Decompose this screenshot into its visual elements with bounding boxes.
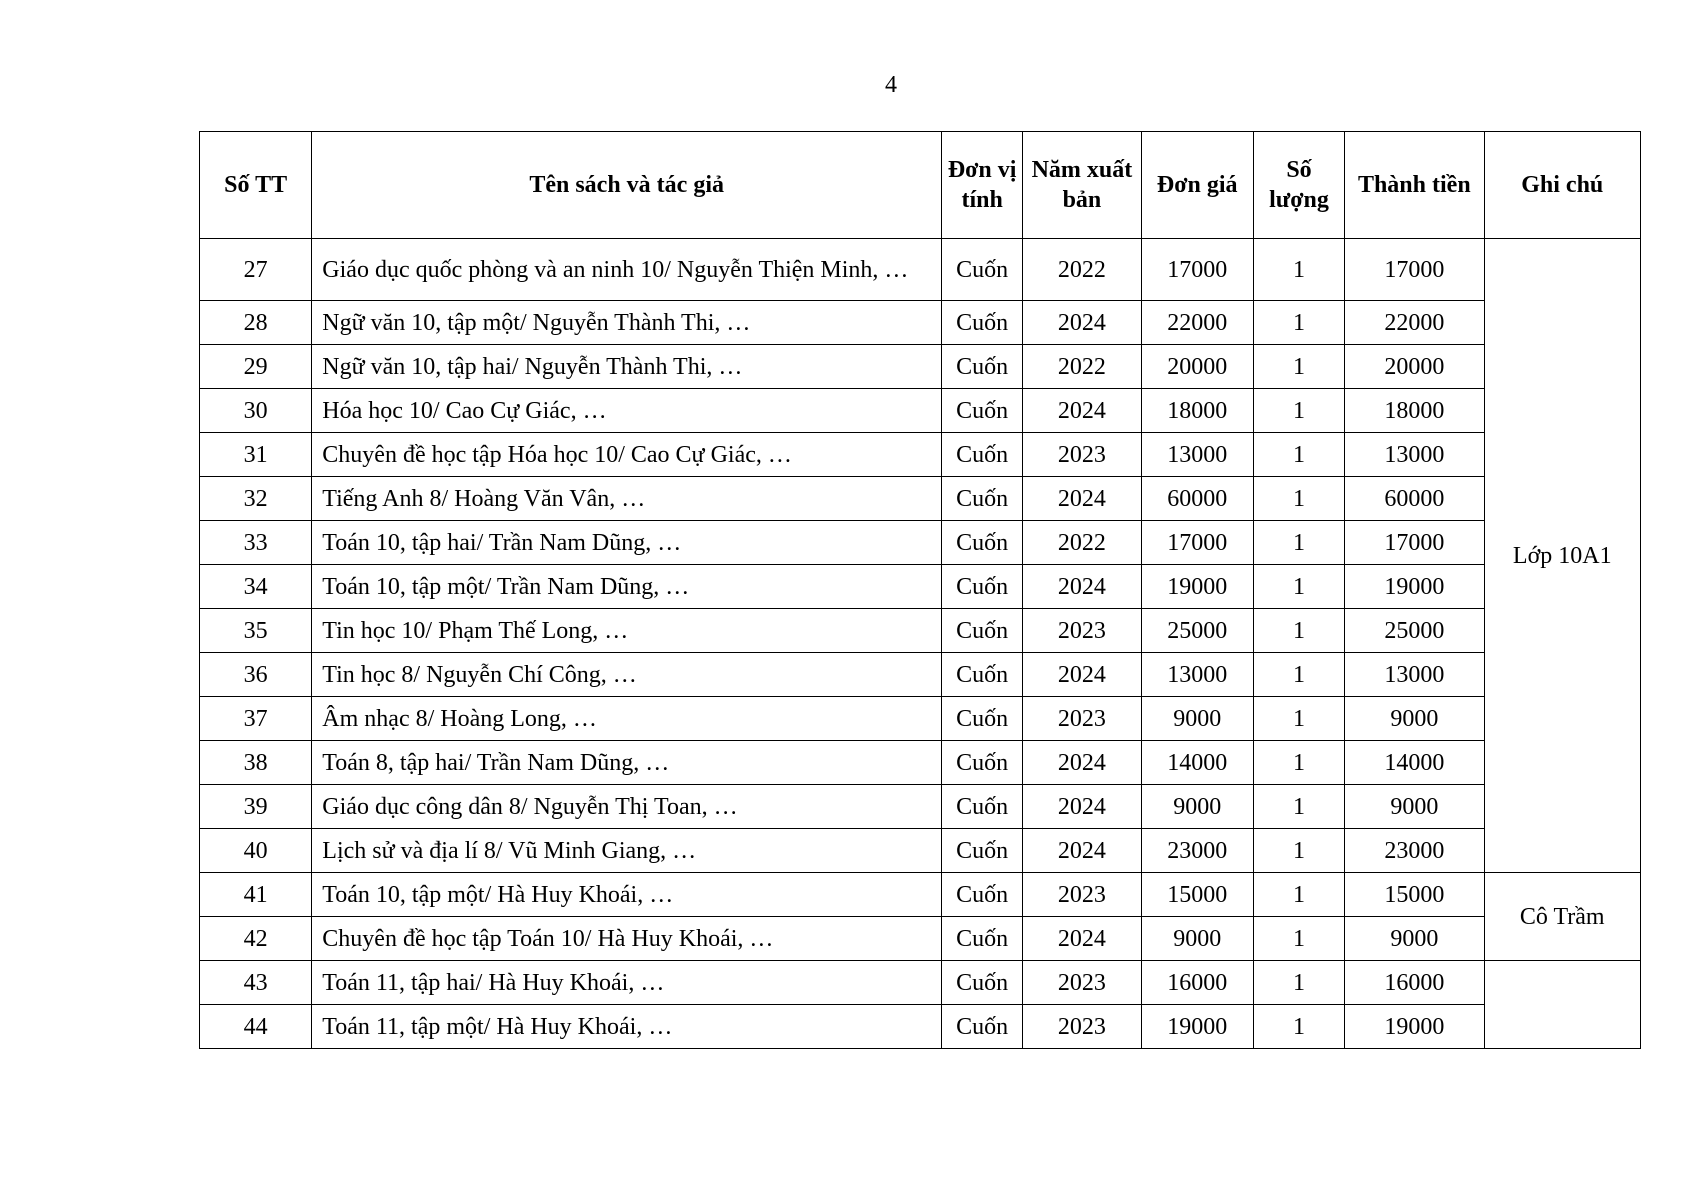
table-row [200, 239, 1641, 301]
book-list-table [199, 131, 1641, 1049]
table-row [200, 565, 1641, 609]
cell-stt: 39 [200, 785, 312, 829]
cell-total: 19000 [1345, 565, 1484, 609]
cell-qty: 1 [1253, 609, 1344, 653]
table-header-row [200, 132, 1641, 239]
cell-price: 14000 [1141, 741, 1253, 785]
cell-unit: Cuốn [942, 653, 1023, 697]
cell-qty: 1 [1253, 697, 1344, 741]
cell-unit: Cuốn [942, 565, 1023, 609]
cell-unit: Cuốn [942, 389, 1023, 433]
table-row [200, 301, 1641, 345]
table-row [200, 873, 1641, 917]
cell-qty: 1 [1253, 917, 1344, 961]
cell-stt: 37 [200, 697, 312, 741]
cell-year: 2023 [1023, 697, 1141, 741]
cell-qty: 1 [1253, 565, 1344, 609]
cell-unit: Cuốn [942, 433, 1023, 477]
cell-stt: 36 [200, 653, 312, 697]
cell-year: 2023 [1023, 1005, 1141, 1049]
cell-qty: 1 [1253, 389, 1344, 433]
cell-title: Tiếng Anh 8/ Hoàng Văn Vân, … [312, 477, 942, 521]
cell-price: 19000 [1141, 565, 1253, 609]
cell-stt: 41 [200, 873, 312, 917]
cell-total: 15000 [1345, 873, 1484, 917]
cell-qty: 1 [1253, 961, 1344, 1005]
cell-qty: 1 [1253, 433, 1344, 477]
cell-stt: 34 [200, 565, 312, 609]
cell-year: 2023 [1023, 609, 1141, 653]
cell-year: 2024 [1023, 389, 1141, 433]
cell-stt: 32 [200, 477, 312, 521]
cell-note: Lớp 10A1 [1484, 239, 1641, 873]
cell-qty: 1 [1253, 873, 1344, 917]
cell-price: 22000 [1141, 301, 1253, 345]
cell-unit: Cuốn [942, 239, 1023, 301]
header-qty: Số lượng [1253, 132, 1344, 239]
cell-note [1484, 961, 1641, 1049]
cell-unit: Cuốn [942, 345, 1023, 389]
table-body [200, 239, 1641, 1049]
cell-qty: 1 [1253, 785, 1344, 829]
cell-title: Tin học 10/ Phạm Thế Long, … [312, 609, 942, 653]
cell-total: 17000 [1345, 239, 1484, 301]
cell-qty: 1 [1253, 1005, 1344, 1049]
header-total: Thành tiền [1345, 132, 1484, 239]
cell-qty: 1 [1253, 239, 1344, 301]
cell-stt: 40 [200, 829, 312, 873]
table-row [200, 961, 1641, 1005]
table-row [200, 917, 1641, 961]
cell-unit: Cuốn [942, 301, 1023, 345]
cell-price: 15000 [1141, 873, 1253, 917]
table-row [200, 345, 1641, 389]
cell-year: 2024 [1023, 917, 1141, 961]
cell-unit: Cuốn [942, 961, 1023, 1005]
cell-total: 16000 [1345, 961, 1484, 1005]
cell-qty: 1 [1253, 301, 1344, 345]
cell-unit: Cuốn [942, 829, 1023, 873]
header-price: Đơn giá [1141, 132, 1253, 239]
cell-title: Âm nhạc 8/ Hoàng Long, … [312, 697, 942, 741]
cell-price: 17000 [1141, 521, 1253, 565]
table-row [200, 1005, 1641, 1049]
cell-unit: Cuốn [942, 477, 1023, 521]
cell-title: Toán 10, tập hai/ Trần Nam Dũng, … [312, 521, 942, 565]
cell-stt: 35 [200, 609, 312, 653]
cell-total: 9000 [1345, 697, 1484, 741]
table-row [200, 609, 1641, 653]
header-title: Tên sách và tác giả [312, 132, 942, 239]
cell-total: 60000 [1345, 477, 1484, 521]
cell-unit: Cuốn [942, 917, 1023, 961]
cell-unit: Cuốn [942, 609, 1023, 653]
cell-year: 2024 [1023, 785, 1141, 829]
cell-year: 2024 [1023, 565, 1141, 609]
table-row [200, 829, 1641, 873]
cell-title: Toán 11, tập hai/ Hà Huy Khoái, … [312, 961, 942, 1005]
cell-year: 2023 [1023, 873, 1141, 917]
cell-unit: Cuốn [942, 873, 1023, 917]
cell-price: 13000 [1141, 653, 1253, 697]
cell-price: 13000 [1141, 433, 1253, 477]
table-row [200, 741, 1641, 785]
table-row [200, 785, 1641, 829]
cell-title: Toán 11, tập một/ Hà Huy Khoái, … [312, 1005, 942, 1049]
cell-year: 2024 [1023, 477, 1141, 521]
cell-price: 20000 [1141, 345, 1253, 389]
header-unit: Đơn vị tính [942, 132, 1023, 239]
table-row [200, 433, 1641, 477]
cell-year: 2022 [1023, 239, 1141, 301]
table-row [200, 521, 1641, 565]
cell-year: 2024 [1023, 301, 1141, 345]
cell-title: Toán 8, tập hai/ Trần Nam Dũng, … [312, 741, 942, 785]
cell-title: Toán 10, tập một/ Hà Huy Khoái, … [312, 873, 942, 917]
cell-stt: 38 [200, 741, 312, 785]
cell-title: Hóa học 10/ Cao Cự Giác, … [312, 389, 942, 433]
cell-title: Tin học 8/ Nguyễn Chí Công, … [312, 653, 942, 697]
cell-year: 2022 [1023, 345, 1141, 389]
cell-unit: Cuốn [942, 1005, 1023, 1049]
cell-title: Chuyên đề học tập Hóa học 10/ Cao Cự Giác, … [312, 433, 942, 477]
cell-stt: 33 [200, 521, 312, 565]
cell-unit: Cuốn [942, 741, 1023, 785]
cell-total: 19000 [1345, 1005, 1484, 1049]
cell-title: Giáo dục công dân 8/ Nguyễn Thị Toan, … [312, 785, 942, 829]
cell-year: 2023 [1023, 961, 1141, 1005]
cell-stt: 28 [200, 301, 312, 345]
cell-price: 9000 [1141, 697, 1253, 741]
cell-year: 2024 [1023, 741, 1141, 785]
cell-unit: Cuốn [942, 697, 1023, 741]
cell-year: 2023 [1023, 433, 1141, 477]
cell-year: 2024 [1023, 829, 1141, 873]
cell-note: Cô Trầm [1484, 873, 1641, 961]
cell-title: Chuyên đề học tập Toán 10/ Hà Huy Khoái, … [312, 917, 942, 961]
cell-unit: Cuốn [942, 785, 1023, 829]
table-row [200, 653, 1641, 697]
cell-price: 16000 [1141, 961, 1253, 1005]
header-note: Ghi chú [1484, 132, 1641, 239]
cell-year: 2022 [1023, 521, 1141, 565]
cell-total: 9000 [1345, 917, 1484, 961]
cell-qty: 1 [1253, 653, 1344, 697]
cell-price: 18000 [1141, 389, 1253, 433]
table-row [200, 697, 1641, 741]
cell-qty: 1 [1253, 477, 1344, 521]
cell-price: 17000 [1141, 239, 1253, 301]
table-row [200, 477, 1641, 521]
cell-stt: 30 [200, 389, 312, 433]
cell-total: 9000 [1345, 785, 1484, 829]
cell-qty: 1 [1253, 829, 1344, 873]
cell-unit: Cuốn [942, 521, 1023, 565]
page-number: 4 [885, 72, 897, 98]
cell-title: Ngữ văn 10, tập một/ Nguyễn Thành Thi, … [312, 301, 942, 345]
cell-stt: 44 [200, 1005, 312, 1049]
cell-qty: 1 [1253, 345, 1344, 389]
cell-total: 18000 [1345, 389, 1484, 433]
cell-title: Giáo dục quốc phòng và an ninh 10/ Nguyễn Thiện Minh, … [312, 239, 942, 301]
cell-price: 60000 [1141, 477, 1253, 521]
header-year: Năm xuất bản [1023, 132, 1141, 239]
cell-price: 25000 [1141, 609, 1253, 653]
cell-price: 19000 [1141, 1005, 1253, 1049]
cell-total: 13000 [1345, 433, 1484, 477]
cell-total: 20000 [1345, 345, 1484, 389]
cell-title: Ngữ văn 10, tập hai/ Nguyễn Thành Thi, … [312, 345, 942, 389]
cell-total: 17000 [1345, 521, 1484, 565]
cell-stt: 43 [200, 961, 312, 1005]
cell-price: 23000 [1141, 829, 1253, 873]
cell-total: 13000 [1345, 653, 1484, 697]
cell-total: 14000 [1345, 741, 1484, 785]
cell-stt: 29 [200, 345, 312, 389]
cell-total: 23000 [1345, 829, 1484, 873]
cell-qty: 1 [1253, 741, 1344, 785]
header-stt: Số TT [200, 132, 312, 239]
cell-price: 9000 [1141, 785, 1253, 829]
cell-stt: 42 [200, 917, 312, 961]
cell-stt: 27 [200, 239, 312, 301]
cell-year: 2024 [1023, 653, 1141, 697]
cell-total: 25000 [1345, 609, 1484, 653]
table-row [200, 389, 1641, 433]
cell-title: Toán 10, tập một/ Trần Nam Dũng, … [312, 565, 942, 609]
cell-stt: 31 [200, 433, 312, 477]
cell-price: 9000 [1141, 917, 1253, 961]
cell-title: Lịch sử và địa lí 8/ Vũ Minh Giang, … [312, 829, 942, 873]
cell-qty: 1 [1253, 521, 1344, 565]
cell-total: 22000 [1345, 301, 1484, 345]
